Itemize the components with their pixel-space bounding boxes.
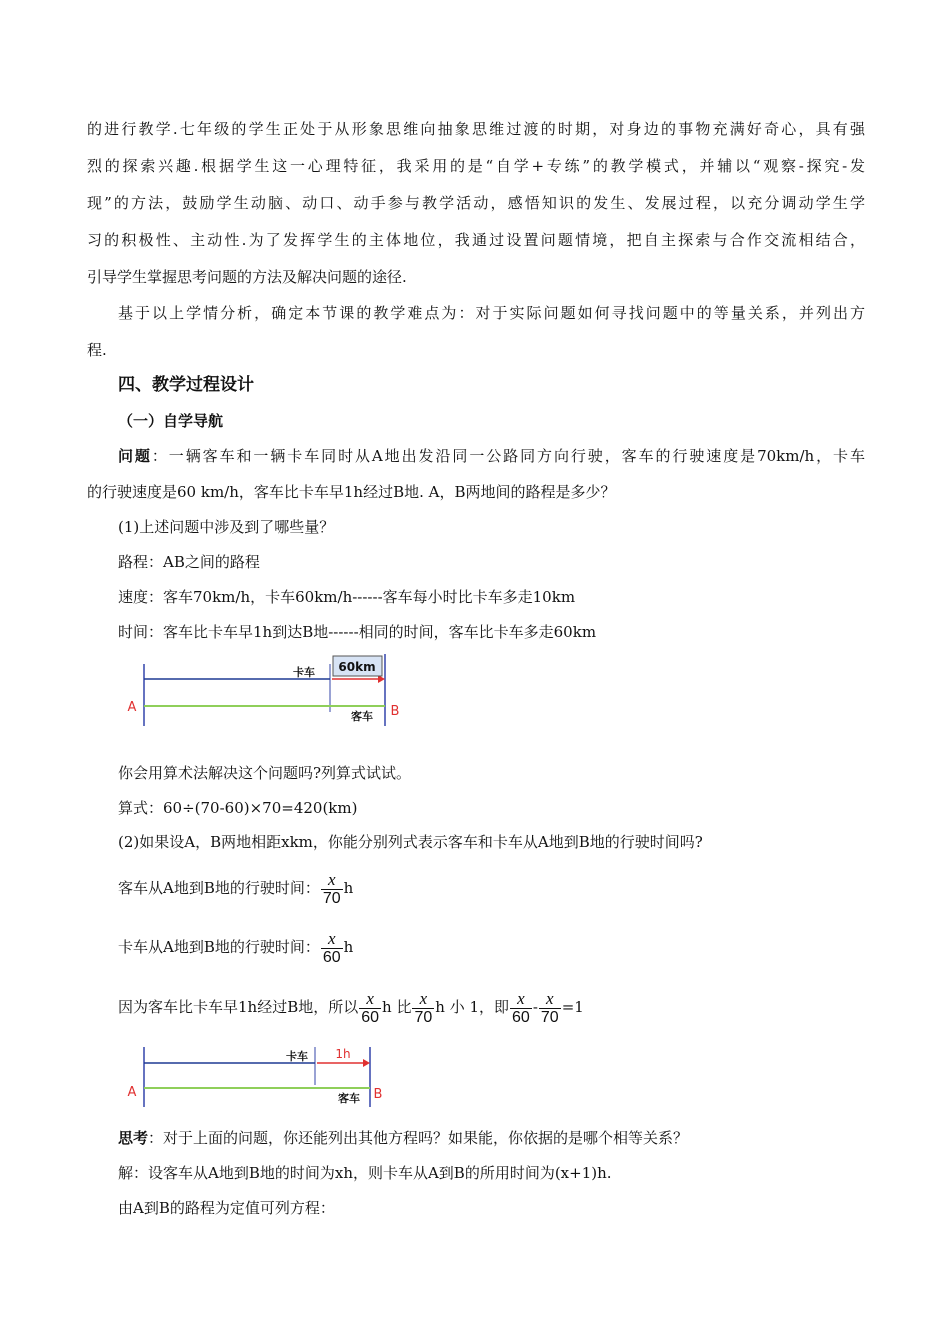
- paragraph-line: 基于以上学情分析，确定本节课的教学难点为：对于实际问题如何寻找问题中的等量关系，并列出方: [118, 304, 865, 322]
- bus-label: 客车: [338, 1092, 360, 1105]
- fraction: [539, 990, 561, 1027]
- fraction-denominator: 70: [414, 1008, 433, 1026]
- gap-arrow-head: [363, 1059, 370, 1067]
- bus-time-unit: h: [343, 879, 354, 897]
- fraction: [510, 990, 532, 1027]
- fraction-denominator: 60: [322, 948, 341, 966]
- think-line: [118, 1127, 865, 1149]
- time-line: 时间：客车比卡车早1h到达B地------相同的时间，客车比卡车多走60km: [118, 623, 597, 641]
- point-a-label: A: [127, 1085, 137, 1100]
- bus-label: 客车: [351, 710, 373, 723]
- speed-line: 速度：客车70km/h，卡车60km/h------客车每小时比卡车多走10km: [118, 588, 576, 606]
- gap-label: 60km: [338, 660, 376, 674]
- fraction: [359, 990, 381, 1027]
- fraction-denominator: 60: [512, 1008, 530, 1026]
- because-text: h 小 1，即: [435, 998, 510, 1016]
- truck-time-unit: h: [343, 938, 354, 956]
- distance-line: 路程：AB之间的路程: [118, 553, 260, 571]
- question-2: (2)如果设A，B两地相距xkm，你能分别列式表示客车和卡车从A地到B地的行驶时间吗?: [118, 833, 703, 851]
- subsection-heading: （一）自学导航: [118, 412, 224, 430]
- truck-time-fraction: [321, 930, 343, 967]
- bus-time-fraction: [321, 871, 343, 908]
- gap-label: 1h: [335, 1047, 351, 1061]
- bus-time-text: 客车从A地到B地的行驶时间：: [118, 879, 320, 897]
- paragraph-line: 现”的方法，鼓励学生动脑、动口、动手参与教学活动，感悟知识的发生、发展过程，以充分调动学生学: [87, 194, 865, 212]
- arithmetic-formula: 算式：60÷(70-60)×70=420(km): [118, 799, 358, 817]
- arithmetic-question: 你会用算术法解决这个问题吗?列算式试试。: [118, 764, 412, 782]
- think-label: 思考: [118, 1129, 149, 1147]
- paragraph-line: 烈的探索兴趣.根据学生这一心理特征，我采用的是“自学+专练”的教学模式，并辅以“观察-探究-发: [87, 157, 865, 175]
- fraction-numerator: x: [419, 988, 428, 1008]
- fraction-denominator: 60: [361, 1008, 380, 1026]
- point-b-label: B: [390, 704, 400, 719]
- fraction: [412, 990, 434, 1027]
- distance-diagram-2: [118, 1043, 418, 1113]
- truck-time-line: [118, 925, 865, 969]
- fraction-numerator: x: [517, 988, 525, 1008]
- minus-sign: -: [532, 998, 538, 1016]
- problem-line: 的行驶速度是60 km/h，客车比卡车早1h经过B地. A，B两地间的路程是多少？: [87, 483, 616, 501]
- fraction-denominator: 70: [540, 1008, 559, 1026]
- because-line: [118, 985, 865, 1029]
- question-1: (1)上述问题中涉及到了哪些量？: [118, 518, 335, 536]
- paragraph-line: 的进行教学.七年级的学生正处于从形象思维向抽象思维过渡的时期，对身边的事物充满好奇心，具有强: [87, 120, 865, 138]
- truck-label: 卡车: [293, 666, 315, 679]
- distance-diagram-1: [118, 650, 418, 730]
- because-text: h 比: [382, 998, 412, 1016]
- section-heading: 四、教学过程设计: [118, 375, 254, 395]
- fraction-denominator: 70: [322, 889, 341, 907]
- point-b-label: B: [373, 1087, 383, 1102]
- point-a-label: A: [127, 700, 137, 715]
- truck-label: 卡车: [286, 1050, 308, 1063]
- fraction-numerator: x: [327, 869, 336, 889]
- solution-line: 解：设客车从A地到B地的时间为xh，则卡车从A到B的所用时间为(x+1)h.: [118, 1164, 612, 1182]
- problem-label: 问题: [118, 447, 152, 465]
- because-text: 因为客车比卡车早1h经过B地，所以: [118, 998, 359, 1016]
- truck-time-text: 卡车从A地到B地的行驶时间：: [118, 938, 320, 956]
- fraction-numerator: x: [546, 988, 554, 1008]
- fraction-numerator: x: [327, 928, 336, 948]
- paragraph-line: 习的积极性、主动性.为了发挥学生的主体地位，我通过设置问题情境，把自主探索与合作交流相结合，: [87, 231, 865, 249]
- problem-line: [118, 445, 865, 467]
- problem-text: ：一辆客车和一辆卡车同时从A地出发沿同一公路同方向行驶，客车的行驶速度是70km/h，卡车: [151, 447, 865, 465]
- equals-one: =1: [561, 998, 584, 1016]
- route-line: 由A到B的路程为定值可列方程：: [118, 1199, 335, 1217]
- paragraph-line: 引导学生掌握思考问题的方法及解决问题的途径.: [87, 268, 407, 286]
- think-text: ：对于上面的问题，你还能列出其他方程吗？如果能，你依据的是哪个相等关系？: [148, 1129, 689, 1147]
- bus-time-line: [118, 866, 865, 910]
- paragraph-line: 程.: [87, 341, 107, 359]
- fraction-numerator: x: [366, 988, 374, 1008]
